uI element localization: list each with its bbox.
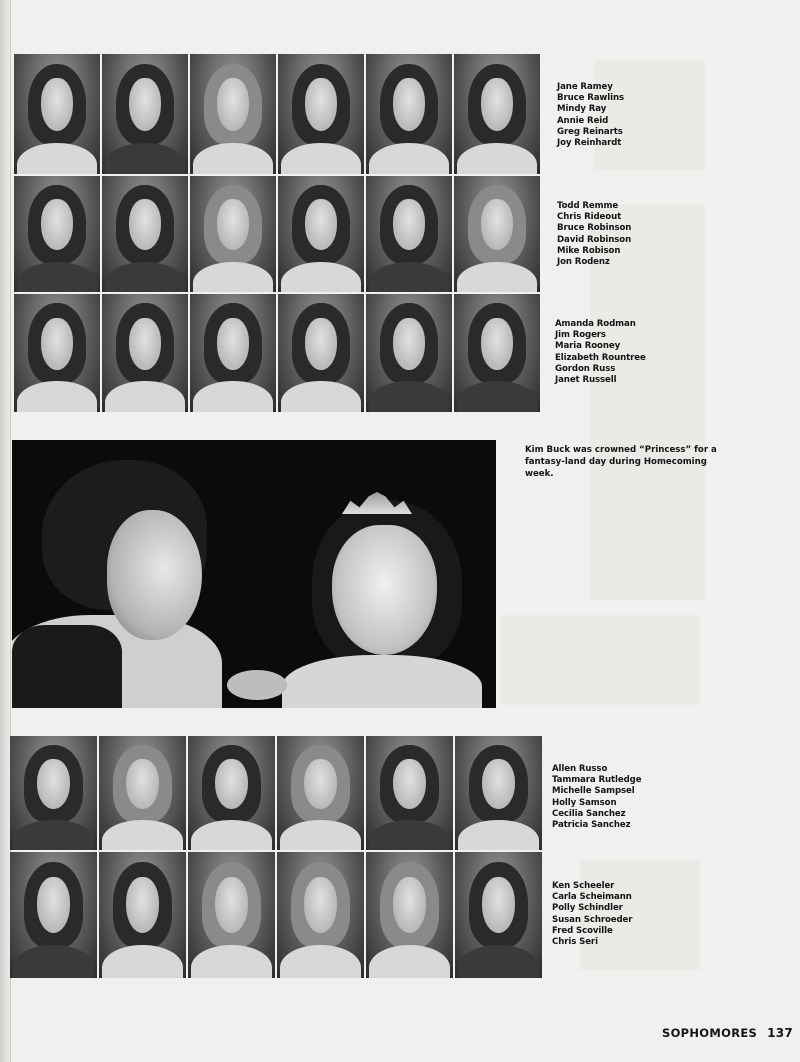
student-portrait	[99, 852, 186, 978]
student-portrait	[366, 176, 452, 292]
student-name: Chris Rideout	[557, 212, 622, 223]
student-portrait	[190, 294, 276, 412]
student-portrait	[14, 176, 100, 292]
student-portrait	[278, 294, 364, 412]
student-portrait	[102, 176, 188, 292]
student-name: Elizabeth Rountree	[555, 352, 646, 363]
page-number: 137	[767, 1026, 794, 1040]
student-name: Tammara Rutledge	[552, 775, 642, 786]
student-name: Polly Schindler	[552, 903, 623, 914]
student-portrait	[366, 54, 452, 174]
student-portrait	[366, 294, 452, 412]
portrait-row-3	[14, 294, 542, 412]
student-portrait	[190, 54, 276, 174]
student-portrait	[455, 852, 542, 978]
student-name: Susan Schroeder	[552, 914, 633, 925]
name-list	[557, 201, 631, 268]
student-name: Maria Rooney	[555, 341, 621, 352]
student-portrait	[278, 176, 364, 292]
portrait-row-5	[10, 852, 544, 978]
student-name: Chris Seri	[552, 937, 598, 948]
student-portrait	[454, 176, 540, 292]
name-list	[557, 82, 624, 149]
student-portrait	[277, 852, 364, 978]
student-portrait	[10, 852, 97, 978]
student-portrait	[366, 852, 453, 978]
student-name: Holly Samson	[552, 797, 617, 808]
portrait-row-2	[14, 176, 542, 292]
student-portrait	[10, 736, 97, 850]
student-name: Mindy Ray	[557, 104, 607, 115]
portrait-row-1	[14, 54, 542, 174]
student-name: Annie Reid	[557, 115, 609, 126]
student-name: Allen Russo	[552, 764, 608, 774]
student-portrait	[454, 54, 540, 174]
tiara-icon	[342, 492, 412, 514]
student-name: Gordon Russ	[555, 363, 616, 374]
page-footer	[662, 1026, 793, 1040]
student-portrait	[99, 736, 186, 850]
student-name: Jon Rodenz	[557, 257, 610, 268]
student-portrait	[454, 294, 540, 412]
student-name: Cecilia Sanchez	[552, 808, 626, 819]
student-portrait	[188, 852, 275, 978]
student-name: Joy Reinhardt	[557, 138, 622, 149]
student-name: Mike Robison	[557, 245, 621, 256]
student-name: Amanda Rodman	[555, 319, 636, 329]
student-portrait	[14, 294, 100, 412]
section-title: SOPHOMORES	[662, 1026, 758, 1040]
name-list	[555, 319, 646, 386]
bleed-through-shadow	[500, 615, 700, 705]
student-name: Todd Remme	[557, 201, 619, 211]
student-portrait	[278, 54, 364, 174]
student-portrait	[102, 54, 188, 174]
student-name: Greg Reinarts	[557, 126, 623, 137]
name-list	[552, 764, 641, 831]
student-portrait	[14, 54, 100, 174]
student-portrait	[455, 736, 542, 850]
student-portrait	[190, 176, 276, 292]
student-name: Carla Scheimann	[552, 892, 632, 903]
student-name: Janet Russell	[555, 375, 617, 386]
student-name: Ken Scheeler	[552, 881, 615, 891]
student-name: Bruce Robinson	[557, 223, 632, 234]
student-portrait	[277, 736, 364, 850]
photo-caption: Kim Buck was crowned “Princess” for a fantasy-land day during Homecoming week.	[525, 445, 717, 479]
student-name: Bruce Rawlins	[557, 93, 625, 104]
student-portrait	[102, 294, 188, 412]
name-list	[552, 881, 632, 948]
student-name: Michelle Sampsel	[552, 786, 635, 797]
student-name: Patricia Sanchez	[552, 820, 631, 831]
student-name: Jane Ramey	[557, 82, 613, 92]
student-name: Jim Rogers	[555, 330, 606, 341]
student-portrait	[366, 736, 453, 850]
student-portrait	[188, 736, 275, 850]
student-name: David Robinson	[557, 234, 632, 245]
student-name: Fred Scoville	[552, 925, 613, 936]
portrait-row-4	[10, 736, 544, 850]
homecoming-photo	[12, 440, 496, 708]
